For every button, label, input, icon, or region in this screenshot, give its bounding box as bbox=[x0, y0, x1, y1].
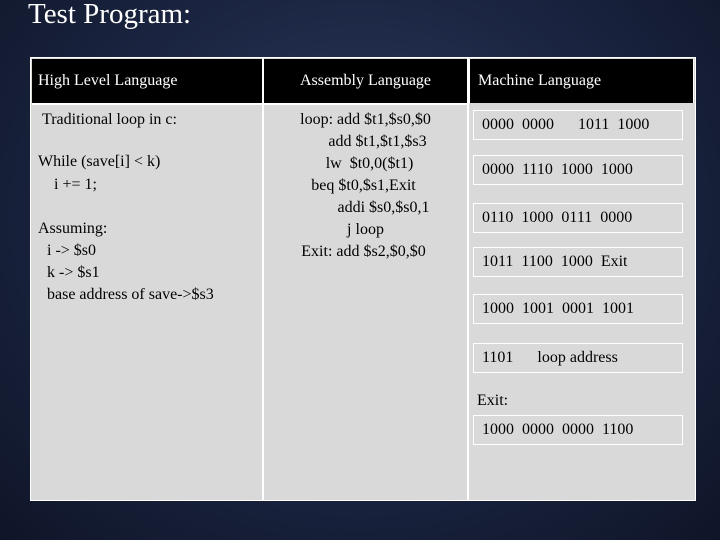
header-assembly-label: Assembly Language bbox=[299, 72, 432, 89]
machine-row-bits: 1000 1001 0001 1001 bbox=[482, 300, 634, 317]
machine-row bbox=[473, 155, 683, 185]
machine-row-bits: 1101 loop address bbox=[482, 349, 618, 366]
assuming-line: k -> $s1 bbox=[47, 264, 100, 281]
header-machine bbox=[469, 59, 694, 103]
assembly-line: beq $t0,$s1,Exit bbox=[311, 177, 416, 194]
header-underline-1 bbox=[32, 103, 262, 105]
assembly-line: add $t1,$t1,$s3 bbox=[328, 133, 427, 150]
machine-row-bits: 0110 1000 0111 0000 bbox=[482, 209, 633, 226]
assembly-line: lw $t0,0($t1) bbox=[325, 155, 414, 172]
machine-row bbox=[473, 203, 683, 233]
assuming-line: i -> $s0 bbox=[47, 242, 97, 259]
column-divider-2 bbox=[467, 57, 469, 501]
assembly-line: addi $s0,$s0,1 bbox=[337, 199, 430, 216]
assembly-line: loop: add $t1,$s0,$0 bbox=[300, 111, 431, 128]
high-level-intro: Traditional loop in c: bbox=[42, 111, 177, 128]
machine-row bbox=[473, 343, 683, 373]
machine-row bbox=[473, 247, 683, 277]
high-level-code-line: i += 1; bbox=[38, 176, 97, 193]
slide-title: Test Program: bbox=[28, 0, 192, 30]
assembly-line: j loop bbox=[347, 221, 384, 238]
high-level-code-line: While (save[i] < k) bbox=[38, 153, 161, 170]
header-underline-2 bbox=[264, 103, 467, 105]
assembly-line: Exit: add $s2,$0,$0 bbox=[301, 243, 426, 260]
machine-row bbox=[473, 110, 683, 140]
header-high-level bbox=[32, 59, 262, 103]
machine-exit-row bbox=[473, 415, 683, 445]
machine-row-bits: 0000 1110 1000 1000 bbox=[482, 161, 633, 178]
machine-row bbox=[473, 294, 683, 324]
machine-row-bits: 1011 1100 1000 Exit bbox=[482, 253, 628, 270]
header-assembly bbox=[264, 59, 467, 103]
assuming-title: Assuming: bbox=[38, 220, 108, 237]
header-machine-label: Machine Language bbox=[478, 72, 602, 89]
header-high-level-label: High Level Language bbox=[38, 72, 178, 89]
assuming-line: base address of save->$s3 bbox=[47, 286, 214, 303]
machine-row-bits: 0000 0000 1011 1000 bbox=[482, 116, 650, 133]
machine-row-bits: 1000 0000 0000 1100 bbox=[482, 421, 634, 438]
machine-exit-label: Exit: bbox=[477, 392, 509, 409]
